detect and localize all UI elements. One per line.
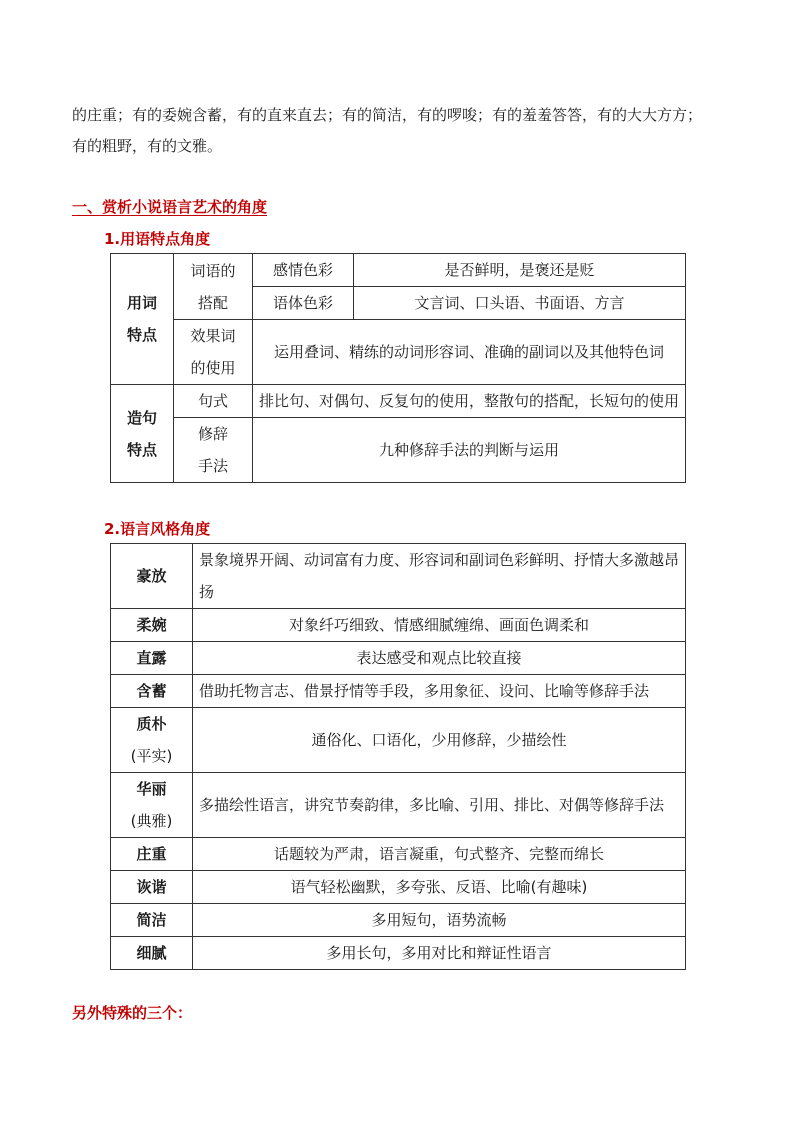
style-name: 诙谐 [111,871,193,904]
style-description: 多用短句，语势流畅 [193,904,686,937]
table-row [111,773,686,838]
style-description: 话题较为严肃，语言凝重，句式整齐、完整而绵长 [193,838,686,871]
style-description: 语气轻松幽默，多夸张、反语、比喻(有趣味) [193,871,686,904]
table-row [111,385,686,418]
table-row [111,904,686,937]
style-name: 华丽 (典雅) [111,773,193,838]
table-row [111,937,686,970]
table-row [111,609,686,642]
cell-label: 语体色彩 [253,287,354,320]
row-label-sentence-pattern: 句式 [174,385,253,418]
intro-paragraph [72,100,752,162]
style-name: 简洁 [111,904,193,937]
cell-value: 文言词、口头语、书面语、方言 [354,287,686,320]
style-name: 直露 [111,642,193,675]
style-description: 通俗化、口语化，少用修辞，少描绘性 [193,708,686,773]
table-row [111,838,686,871]
cell-value: 运用叠词、精练的动词形容词、准确的副词以及其他特色词 [253,320,686,385]
group-label-word: 用词 特点 [111,254,174,385]
style-name: 柔婉 [111,609,193,642]
style-name: 细腻 [111,937,193,970]
usage-features-table [110,253,686,483]
style-table [110,543,686,970]
style-description: 景象境界开阔、动词富有力度、形容词和副词色彩鲜明、抒情大多激越昂扬 [193,544,686,609]
group-label-sentence: 造句 特点 [111,385,174,483]
subsection-title-1: 1.用语特点角度 [104,230,211,248]
cell-value: 是否鲜明，是褒还是贬 [354,254,686,287]
table-row [111,320,686,385]
style-name: 豪放 [111,544,193,609]
intro-line-2: 有的粗野，有的文雅。 [72,137,223,155]
style-description: 对象纤巧细致、情感细腻缠绵、画面色调柔和 [193,609,686,642]
section-title-2: 另外特殊的三个： [72,1004,193,1022]
subsection-title-2: 2.语言风格角度 [104,520,211,538]
intro-line-1: 的庄重；有的委婉含蓄，有的直来直去；有的简洁，有的啰唆；有的羞羞答答，有的大大方方； [72,106,703,124]
table-row [111,708,686,773]
table-row [111,642,686,675]
table-row [111,544,686,609]
cell-label: 感情色彩 [253,254,354,287]
style-description: 多描绘性语言，讲究节奏韵律，多比喻、引用、排比、对偶等修辞手法 [193,773,686,838]
section-title: 一、赏析小说语言艺术的角度 [72,198,268,216]
table-row [111,675,686,708]
style-name: 质朴 (平实) [111,708,193,773]
cell-value: 排比句、对偶句、反复句的使用，整散句的搭配，长短句的使用 [253,385,686,418]
row-label-effect-words: 效果词 的使用 [174,320,253,385]
cell-value: 九种修辞手法的判断与运用 [253,418,686,483]
table-row [111,871,686,904]
row-label-rhetoric: 修辞 手法 [174,418,253,483]
style-description: 表达感受和观点比较直接 [193,642,686,675]
table-row [111,254,686,287]
table-row [111,418,686,483]
style-description: 多用长句，多用对比和辩证性语言 [193,937,686,970]
style-name: 含蓄 [111,675,193,708]
style-description: 借助托物言志、借景抒情等手段，多用象征、设问、比喻等修辞手法 [193,675,686,708]
style-name: 庄重 [111,838,193,871]
row-label-collocation: 词语的 搭配 [174,254,253,320]
